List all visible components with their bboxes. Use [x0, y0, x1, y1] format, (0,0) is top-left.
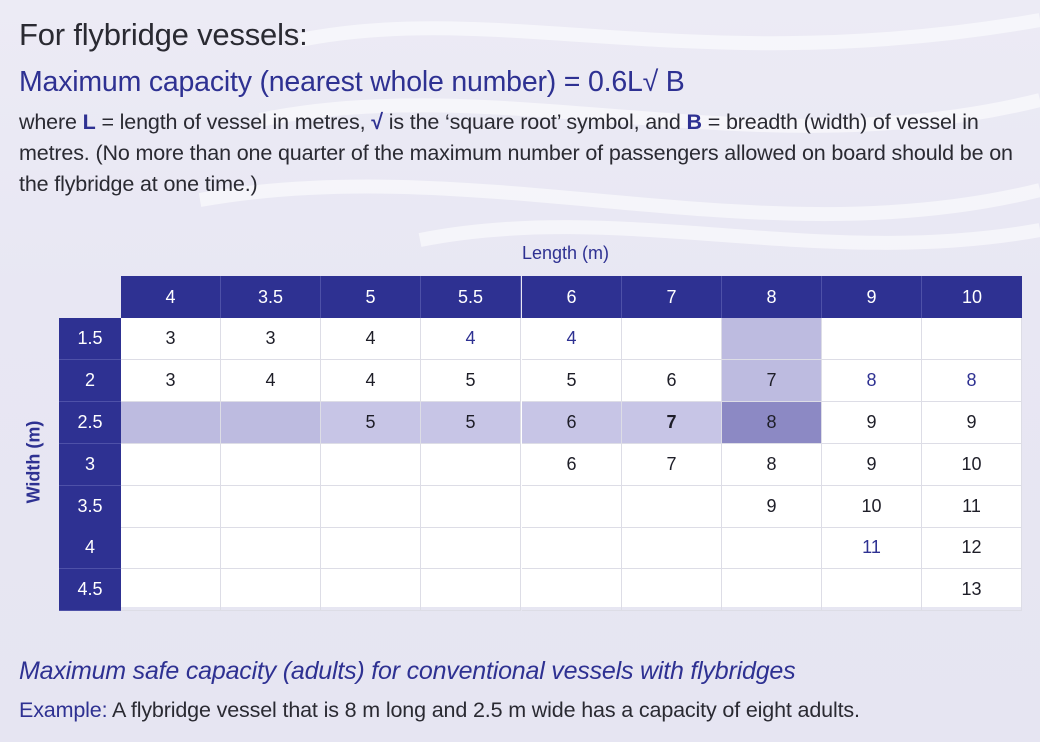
length-header-cell: 7 [622, 276, 722, 318]
table-cell [121, 569, 221, 611]
table-cell: 6 [622, 360, 722, 402]
desc-root-symbol: √ [371, 110, 383, 134]
example-label: Example: [19, 698, 108, 722]
table-cell [221, 527, 321, 569]
desc-text-1: where [19, 110, 83, 134]
desc-text-4: = breadth (width) of vessel in metres. (No more than one quarter of the maximum number of passengers allowed on board should be on the flybridge at one time.) [19, 110, 1013, 196]
table-cell [421, 527, 521, 569]
table-cell: 9 [722, 486, 822, 528]
table-cell: 8 [722, 444, 822, 486]
table-cell [321, 486, 421, 528]
width-header-cell: 3 [59, 444, 121, 486]
formula-description [19, 107, 1019, 200]
table-cell: 7 [622, 444, 722, 486]
example-text [19, 698, 860, 723]
length-header-cell: 5 [321, 276, 421, 318]
table-cell: 5 [321, 402, 421, 444]
table-cell [121, 444, 221, 486]
table-cell: 5 [421, 360, 521, 402]
table-cell: 4 [522, 318, 622, 360]
table-cell [321, 444, 421, 486]
table-cell: 6 [522, 444, 622, 486]
table-cell [221, 486, 321, 528]
table-caption: Maximum safe capacity (adults) for conventional vessels with flybridges [19, 657, 796, 685]
table-cell: 9 [822, 444, 922, 486]
table-cell [121, 527, 221, 569]
table-cell: 4 [321, 318, 421, 360]
page-heading: For flybridge vessels: [19, 17, 308, 52]
length-header-cell: 4 [121, 276, 221, 318]
table-cell [221, 444, 321, 486]
length-header-cell: 6 [522, 276, 622, 318]
table-cell [622, 318, 722, 360]
length-header-cell: 9 [822, 276, 922, 318]
formula-suffix: B [658, 66, 685, 98]
table-cell: 9 [922, 402, 1022, 444]
table-cell: 10 [922, 444, 1022, 486]
length-header-cell: 10 [922, 276, 1022, 318]
square-root-symbol: √ [642, 66, 659, 98]
width-header-cell: 2 [59, 360, 121, 402]
table-cell [522, 569, 622, 611]
width-header-cell: 2.5 [59, 402, 121, 444]
capacity-formula [19, 66, 685, 99]
desc-text-2: = length of vessel in metres, [95, 110, 372, 134]
table-cell [722, 569, 822, 611]
length-header-cell: 5.5 [421, 276, 521, 318]
length-header-cell: 8 [722, 276, 822, 318]
table-cell [622, 569, 722, 611]
table-cell: 4 [321, 360, 421, 402]
width-header-cell: 3.5 [59, 486, 121, 528]
table-cell [622, 486, 722, 528]
table-cell: 8 [722, 402, 822, 444]
width-header-cell: 1.5 [59, 318, 121, 360]
width-header-cell: 4.5 [59, 569, 121, 611]
table-cell: 7 [722, 360, 822, 402]
table-cell [522, 527, 622, 569]
table-cell: 13 [922, 569, 1022, 611]
table-cell: 8 [822, 360, 922, 402]
length-axis-label: Length (m) [522, 243, 610, 263]
table-cell: 8 [922, 360, 1022, 402]
table-cell: 12 [922, 527, 1022, 569]
table-cell: 6 [522, 402, 622, 444]
table-cell: 9 [822, 402, 922, 444]
table-cell: 5 [522, 360, 622, 402]
table-cell [622, 527, 722, 569]
table-cell: 3 [121, 318, 221, 360]
width-header-cell: 4 [59, 527, 121, 569]
table-cell: 4 [421, 318, 521, 360]
table-cell: 3 [121, 360, 221, 402]
table-cell [822, 318, 922, 360]
formula-prefix: Maximum capacity (nearest whole number) = 0.6L [19, 66, 643, 98]
example-body: A flybridge vessel that is 8 m long and 2.5 m wide has a capacity of eight adults. [107, 698, 860, 722]
table-cell [321, 569, 421, 611]
width-axis-label: Width (m) [23, 420, 44, 504]
table-cell [221, 569, 321, 611]
desc-text-3: is the ‘square root’ symbol, and [382, 110, 687, 134]
table-cell [421, 444, 521, 486]
table-cell [221, 402, 321, 444]
table-cell: 4 [221, 360, 321, 402]
table-cell [922, 318, 1022, 360]
table-cell [121, 402, 221, 444]
table-cell [321, 527, 421, 569]
table-cell [421, 569, 521, 611]
table-cell: 11 [922, 486, 1022, 528]
table-cell: 7 [622, 402, 722, 444]
length-header-cell: 3.5 [221, 276, 321, 318]
table-cell: 10 [822, 486, 922, 528]
desc-B: B [686, 110, 702, 134]
table-cell [722, 318, 822, 360]
table-cell: 3 [221, 318, 321, 360]
table-cell [722, 527, 822, 569]
table-cell [522, 486, 622, 528]
table-cell [421, 486, 521, 528]
table-cell: 5 [421, 402, 521, 444]
desc-L: L [82, 110, 96, 134]
table-cell [822, 569, 922, 611]
table-cell: 11 [822, 527, 922, 569]
table-cell [121, 486, 221, 528]
